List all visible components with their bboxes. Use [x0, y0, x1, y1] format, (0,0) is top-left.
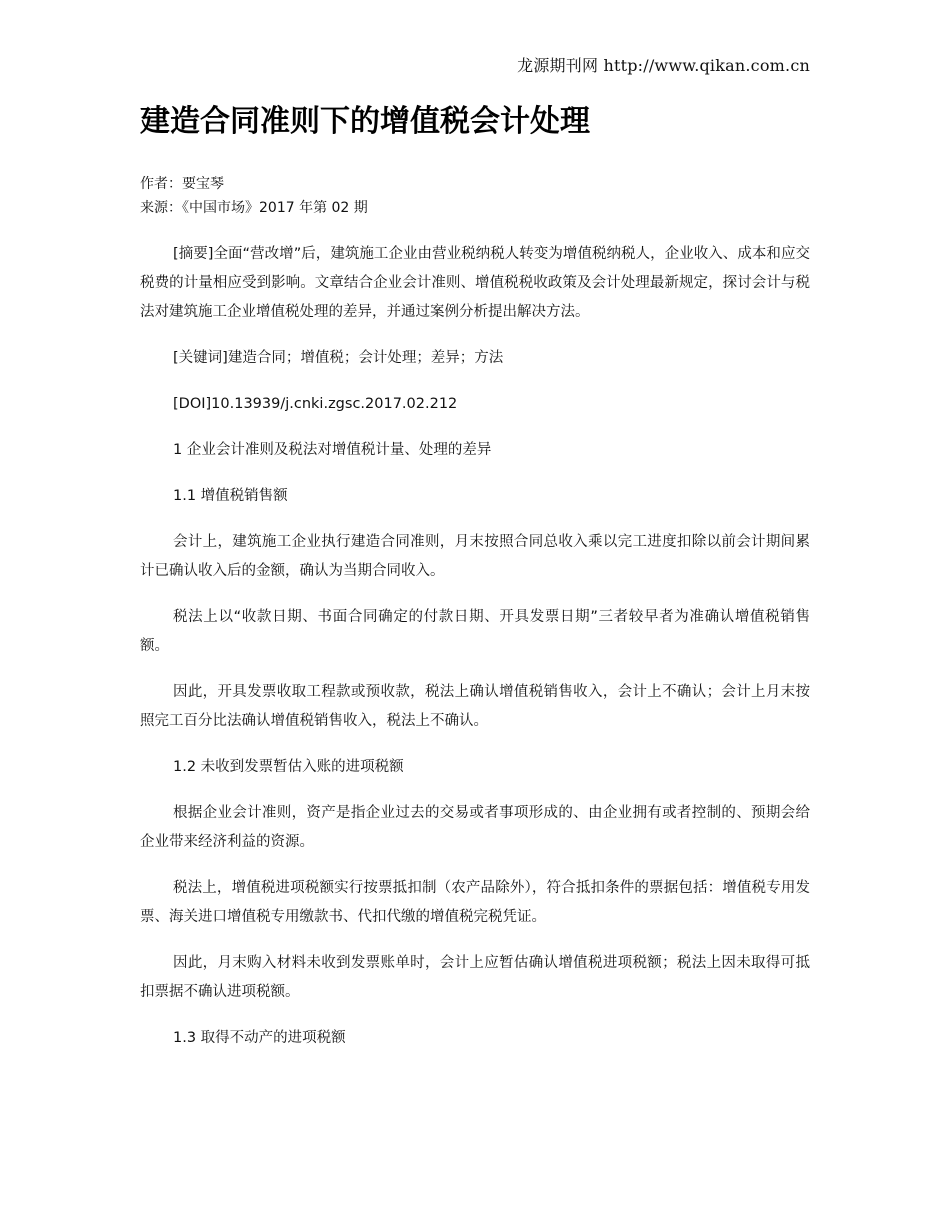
subsection-heading: 1.2 未收到发票暂估入账的进项税额: [173, 759, 404, 775]
body-paragraph: 会计上，建筑施工企业执行建造合同准则，月末按照合同总收入乘以完工进度扣除以前会计期间累计已确认收入后的金额，确认为当期合同收入。: [140, 534, 810, 579]
source-line: 来源：《中国市场》2017 年第 02 期: [140, 200, 368, 216]
doi-paragraph: [DOI]10.13939/j.cnki.zgsc.2017.02.212: [173, 396, 458, 412]
article-meta: [140, 172, 368, 220]
body-paragraph: 因此，月末购入材料未收到发票账单时，会计上应暂估确认增值税进项税额；税法上因未取得可抵扣票据不确认进项税额。: [140, 955, 810, 1000]
article-body: [140, 240, 810, 1070]
article-title: 建造合同准则下的增值税会计处理: [140, 104, 590, 139]
body-paragraph: 税法上，增值税进项税额实行按票抵扣制（农产品除外），符合抵扣条件的票据包括：增值税专用发票、海关进口增值税专用缴款书、代扣代缴的增值税完税凭证。: [140, 880, 810, 925]
body-paragraph: 因此，开具发票收取工程款或预收款，税法上确认增值税销售收入，会计上不确认；会计上月末按照完工百分比法确认增值税销售收入，税法上不确认。: [140, 684, 810, 729]
keywords-paragraph: [关键词]建造合同；增值税；会计处理；差异；方法: [173, 350, 504, 366]
subsection-heading: 1.1 增值税销售额: [173, 488, 288, 504]
section-heading: 1 企业会计准则及税法对增值税计量、处理的差异: [173, 442, 492, 458]
author-line: 作者：要宝琴: [140, 176, 224, 192]
body-paragraph: 税法上以“收款日期、书面合同确定的付款日期、开具发票日期”三者较早者为准确认增值税销售额。: [140, 609, 810, 654]
subsection-heading: 1.3 取得不动产的进项税额: [173, 1030, 346, 1046]
body-paragraph: 根据企业会计准则，资产是指企业过去的交易或者事项形成的、由企业拥有或者控制的、预期会给企业带来经济利益的资源。: [140, 805, 810, 850]
journal-site-header: 龙源期刊网 http://www.qikan.com.cn: [517, 56, 810, 75]
abstract-paragraph: [摘要]全面“营改增”后，建筑施工企业由营业税纳税人转变为增值税纳税人，企业收入、成本和应交税费的计量相应受到影响。文章结合企业会计准则、增值税税收政策及会计处理最新规定，探讨会计与税法对建筑施工企业增值税处理的差异，并通过案例分析提出解决方法。: [140, 246, 810, 320]
